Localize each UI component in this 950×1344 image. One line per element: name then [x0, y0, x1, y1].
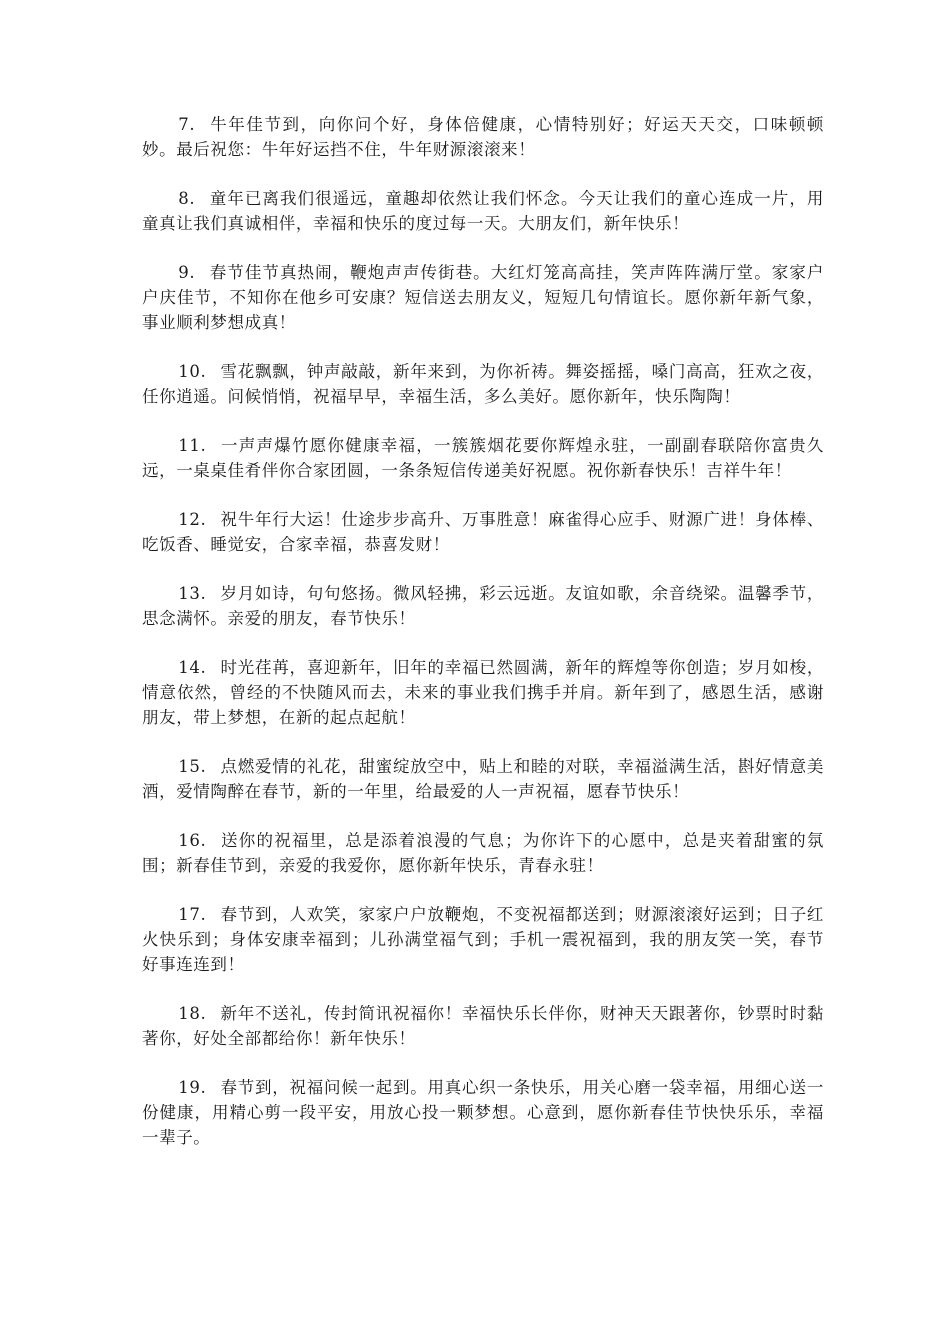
paragraph-number: 12.: [178, 510, 207, 529]
paragraph-number: 19.: [178, 1078, 207, 1097]
paragraph-text: 春节到，人欢笑，家家户户放鞭炮，不变祝福都送到；财源滚滚好运到；日子红火快乐到；身体安康幸福到；儿孙满堂福气到；手机一震祝福到，我的朋友笑一笑，春节好事连连到！: [142, 905, 824, 974]
greeting-paragraph-9: [142, 260, 824, 335]
greeting-paragraph-13: [142, 581, 824, 631]
paragraph-number: 18.: [178, 1004, 207, 1023]
paragraph-number: 11.: [178, 436, 207, 455]
document-body: [142, 112, 824, 1174]
greeting-paragraph-18: [142, 1001, 824, 1051]
greeting-paragraph-12: [142, 507, 824, 557]
paragraph-text: 岁月如诗，句句悠扬。微风轻拂，彩云远逝。友谊如歌，余音绕梁。温馨季节，思念满怀。亲爱的朋友，春节快乐！: [142, 584, 824, 628]
paragraph-text: 点燃爱情的礼花，甜蜜绽放空中，贴上和睦的对联，幸福溢满生活，斟好情意美酒，爱情陶醉在春节，新的一年里，给最爱的人一声祝福，愿春节快乐！: [142, 757, 824, 801]
paragraph-number: 14.: [178, 658, 207, 677]
greeting-paragraph-19: [142, 1075, 824, 1150]
paragraph-number: 10.: [178, 362, 207, 381]
paragraph-text: 春节佳节真热闹，鞭炮声声传街巷。大红灯笼高高挂，笑声阵阵满厅堂。家家户户庆佳节，不知你在他乡可安康？短信送去朋友义，短短几句情谊长。愿你新年新气象，事业顺利梦想成真！: [142, 263, 824, 332]
paragraph-number: 13.: [178, 584, 207, 603]
paragraph-text: 时光荏苒，喜迎新年，旧年的幸福已然圆满，新年的辉煌等你创造；岁月如梭，情意依然，曾经的不快随风而去，未来的事业我们携手并肩。新年到了，感恩生活，感谢朋友，带上梦想，在新的起点起航！: [142, 658, 824, 727]
greeting-paragraph-8: [142, 186, 824, 236]
paragraph-number: 7.: [178, 115, 196, 134]
paragraph-text: 一声声爆竹愿你健康幸福，一簇簇烟花要你辉煌永驻，一副副春联陪你富贵久远，一桌桌佳肴伴你合家团圆，一条条短信传递美好祝愿。祝你新春快乐！吉祥牛年！: [142, 436, 824, 480]
greeting-paragraph-11: [142, 433, 824, 483]
greeting-paragraph-7: [142, 112, 824, 162]
paragraph-text: 祝牛年行大运！仕途步步高升、万事胜意！麻雀得心应手、财源广进！身体棒、吃饭香、睡觉安，合家幸福，恭喜发财！: [142, 510, 824, 554]
greeting-paragraph-17: [142, 902, 824, 977]
paragraph-text: 雪花飘飘，钟声敲敲，新年来到，为你祈祷。舞姿摇摇，嗓门高高，狂欢之夜，任你逍遥。问候悄悄，祝福早早，幸福生活，多么美好。愿你新年，快乐陶陶！: [142, 362, 824, 406]
greeting-paragraph-16: [142, 828, 824, 878]
paragraph-text: 送你的祝福里，总是添着浪漫的气息；为你许下的心愿中，总是夹着甜蜜的氛围；新春佳节到，亲爱的我爱你，愿你新年快乐，青春永驻！: [142, 831, 824, 875]
paragraph-number: 8.: [178, 189, 196, 208]
paragraph-number: 17.: [178, 905, 207, 924]
greeting-paragraph-14: [142, 655, 824, 730]
greeting-paragraph-15: [142, 754, 824, 804]
paragraph-number: 16.: [178, 831, 207, 850]
paragraph-text: 春节到，祝福问候一起到。用真心织一条快乐，用关心磨一袋幸福，用细心送一份健康，用精心剪一段平安，用放心投一颗梦想。心意到，愿你新春佳节快快乐乐，幸福一辈子。: [142, 1078, 824, 1147]
greeting-paragraph-10: [142, 359, 824, 409]
paragraph-text: 新年不送礼，传封简讯祝福你！幸福快乐长伴你，财神天天跟著你，钞票时时黏著你，好处全部都给你！新年快乐！: [142, 1004, 824, 1048]
paragraph-text: 童年已离我们很遥远，童趣却依然让我们怀念。今天让我们的童心连成一片，用童真让我们真诚相伴，幸福和快乐的度过每一天。大朋友们，新年快乐！: [142, 189, 824, 233]
paragraph-text: 牛年佳节到，向你问个好，身体倍健康，心情特别好；好运天天交，口味顿顿妙。最后祝您：牛年好运挡不住，牛年财源滚滚来！: [142, 115, 824, 159]
paragraph-number: 9.: [178, 263, 196, 282]
paragraph-number: 15.: [178, 757, 207, 776]
